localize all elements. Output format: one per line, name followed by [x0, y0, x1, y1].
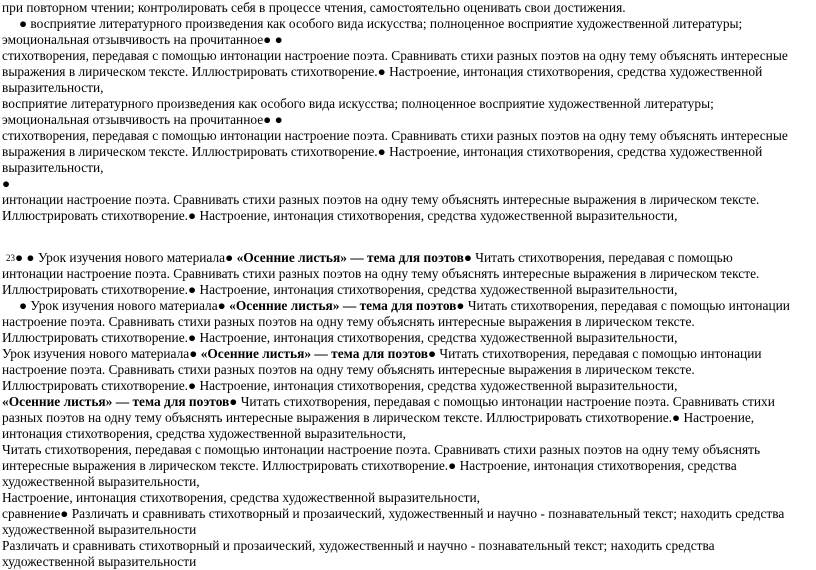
lesson-comparison — [0, 506, 792, 538]
paragraph-poem-reading — [0, 48, 792, 96]
paragraph-text: при повторном чтении; контролировать себя в процессе чтения, самостоятельно оценивать свои достижения. — [2, 0, 626, 15]
paragraph-text: сравнение● Различать и сравнивать стихотворный и прозаический, художественный и научно - познавательный текст; находить средства художественной выразительности — [2, 506, 785, 537]
lesson-entry-repeat-3 — [0, 394, 792, 442]
lesson-title: «Осенние листья» — тема для поэтов — [2, 394, 230, 409]
paragraph-text: Различать и сравнивать стихотворный и прозаический, художественный и научно - познавательный текст; находить средства художественной выразительности — [2, 538, 715, 569]
lesson-entry-repeat-1 — [0, 298, 792, 346]
lesson-type-text: ● Урок изучения нового материала● — [19, 298, 230, 313]
lesson-type-text: Урок изучения нового материала● — [2, 346, 201, 361]
lesson-mood-intonation — [0, 490, 792, 506]
lesson-type-text: ● ● Урок изучения нового материала● — [15, 250, 237, 265]
lesson-entry — [0, 250, 792, 298]
lesson-entry-repeat-2 — [0, 346, 792, 394]
paragraph-text: ● восприятие литературного произведения как особого вида искусства; полноценное восприятие художественной литературы; эмоциональная отзывчивость на прочитанное● ● — [2, 16, 743, 47]
lesson-comparison-repeat — [0, 538, 792, 570]
lesson-reading-task — [0, 442, 792, 490]
paragraph-poem-reading-repeat — [0, 128, 792, 176]
paragraph-text: восприятие литературного произведения как особого вида искусства; полноценное восприятие художественной литературы; эмоциональная отзывчивость на прочитанное● ● — [2, 96, 714, 127]
lesson-description: ● Читать стихотворения, передавая с помощью интонации настроение поэта. Сравнивать стихи разных поэтов на одну тему объяснять интересные выражения в лирическом тексте. Иллюстрировать стихотворение.● Настроение, интонация стихотворения, средства художественной выразительности, — [2, 394, 775, 441]
lesson-description: ● Читать стихотворения, передавая с помощью интонации настроение поэта. Сравнивать стихи разных поэтов на одну тему объяснять интересные выражения в лирическом тексте. Иллюстрировать стихотворение.● Настроение, интонация стихотворения, средства художественной выразительности, — [2, 250, 760, 297]
paragraph-reading-control — [0, 0, 792, 16]
lesson-description: ● Читать стихотворения, передавая с помощью интонации настроение поэта. Сравнивать стихи разных поэтов на одну тему объяснять интересные выражения в лирическом тексте. Иллюстрировать стихотворение.● Настроение, интонация стихотворения, средства художественной выразительности, — [2, 298, 790, 345]
lesson-description: ● Читать стихотворения, передавая с помощью интонации настроение поэта. Сравнивать стихи разных поэтов на одну тему объяснять интересные выражения в лирическом тексте. Иллюстрировать стихотворение.● Настроение, интонация стихотворения, средства художественной выразительности, — [2, 346, 762, 393]
lesson-title: «Осенние листья» — тема для поэтов — [200, 346, 428, 361]
paragraph-text: Настроение, интонация стихотворения, средства художественной выразительности, — [2, 490, 481, 505]
lesson-number: 23 — [6, 253, 15, 263]
paragraph-text: стихотворения, передавая с помощью интонации настроение поэта. Сравнивать стихи разных поэтов на одну тему объяснять интересные выражения в лирическом тексте. Иллюстрировать стихотворение.● Настроение, интонация стихотворения, средства художественной выразительности, — [2, 128, 788, 175]
paragraph-intonation — [0, 192, 792, 224]
lesson-title: «Осенние листья» — тема для поэтов — [229, 298, 457, 313]
paragraph-literary-perception-repeat — [0, 96, 792, 128]
paragraph-text: интонации настроение поэта. Сравнивать стихи разных поэтов на одну тему объяснять интересные выражения в лирическом тексте. Иллюстрировать стихотворение.● Настроение, интонация стихотворения, средства художественной выразительности, — [2, 192, 760, 223]
bullet-line — [0, 176, 792, 192]
paragraph-text: Читать стихотворения, передавая с помощью интонации настроение поэта. Сравнивать стихи разных поэтов на одну тему объяснять интересные выражения в лирическом тексте. Иллюстрировать стихотворение.● Настроение, интонация стихотворения, средства художественной выразительности, — [2, 442, 761, 489]
spacer — [0, 224, 816, 250]
paragraph-literary-perception — [0, 16, 792, 48]
bullet-icon: ● — [2, 176, 11, 191]
lesson-title: «Осенние листья» — тема для поэтов — [236, 250, 464, 265]
paragraph-text: стихотворения, передавая с помощью интонации настроение поэта. Сравнивать стихи разных поэтов на одну тему объяснять интересные выражения в лирическом тексте. Иллюстрировать стихотворение.● Настроение, интонация стихотворения, средства художественной выразительности, — [2, 48, 788, 95]
